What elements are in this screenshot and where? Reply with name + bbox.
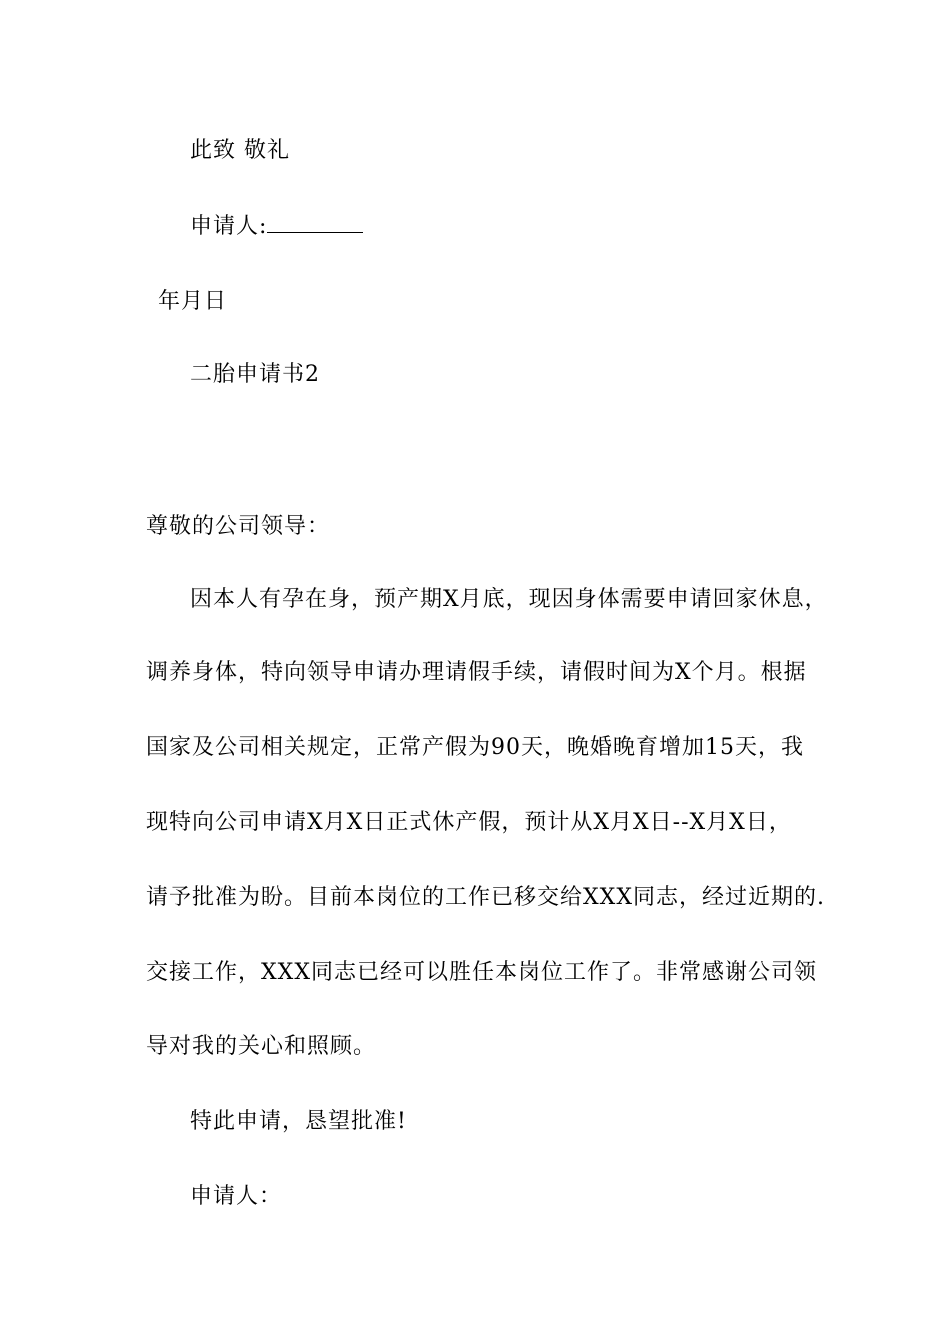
- body-line: 交接工作，XXX同志已经可以胜任本岗位工作了。非常感谢公司领: [146, 960, 817, 985]
- body-line: 现特向公司申请X月X日正式休产假，预计从X月X日--X月X日，: [146, 810, 792, 835]
- date-line: 年月日: [158, 289, 228, 314]
- applicant-line: 申请人：: [190, 1184, 283, 1209]
- body-line: 因本人有孕在身，预产期X月底，现因身体需要申请回家休息，: [190, 587, 828, 612]
- closing-salutation: 此致 敬礼: [190, 138, 290, 163]
- body-line: 调养身体，特向领导申请办理请假手续，请假时间为X个月。根据: [146, 660, 807, 685]
- body-line: 导对我的关心和照顾。: [146, 1034, 377, 1059]
- section-title: 二胎申请书2: [190, 362, 320, 387]
- applicant-label: 申请人:: [190, 214, 268, 239]
- applicant-signature-line: [190, 212, 363, 242]
- letter-greeting: 尊敬的公司领导：: [146, 514, 331, 539]
- body-line: 请予批准为盼。目前本岗位的工作已移交给XXX同志，经过近期的.: [146, 885, 825, 910]
- request-line: 特此申请，恳望批准!: [190, 1109, 407, 1134]
- signature-blank: [267, 212, 363, 233]
- body-line: 国家及公司相关规定，正常产假为90天，晚婚晚育增加15天，我: [146, 735, 804, 760]
